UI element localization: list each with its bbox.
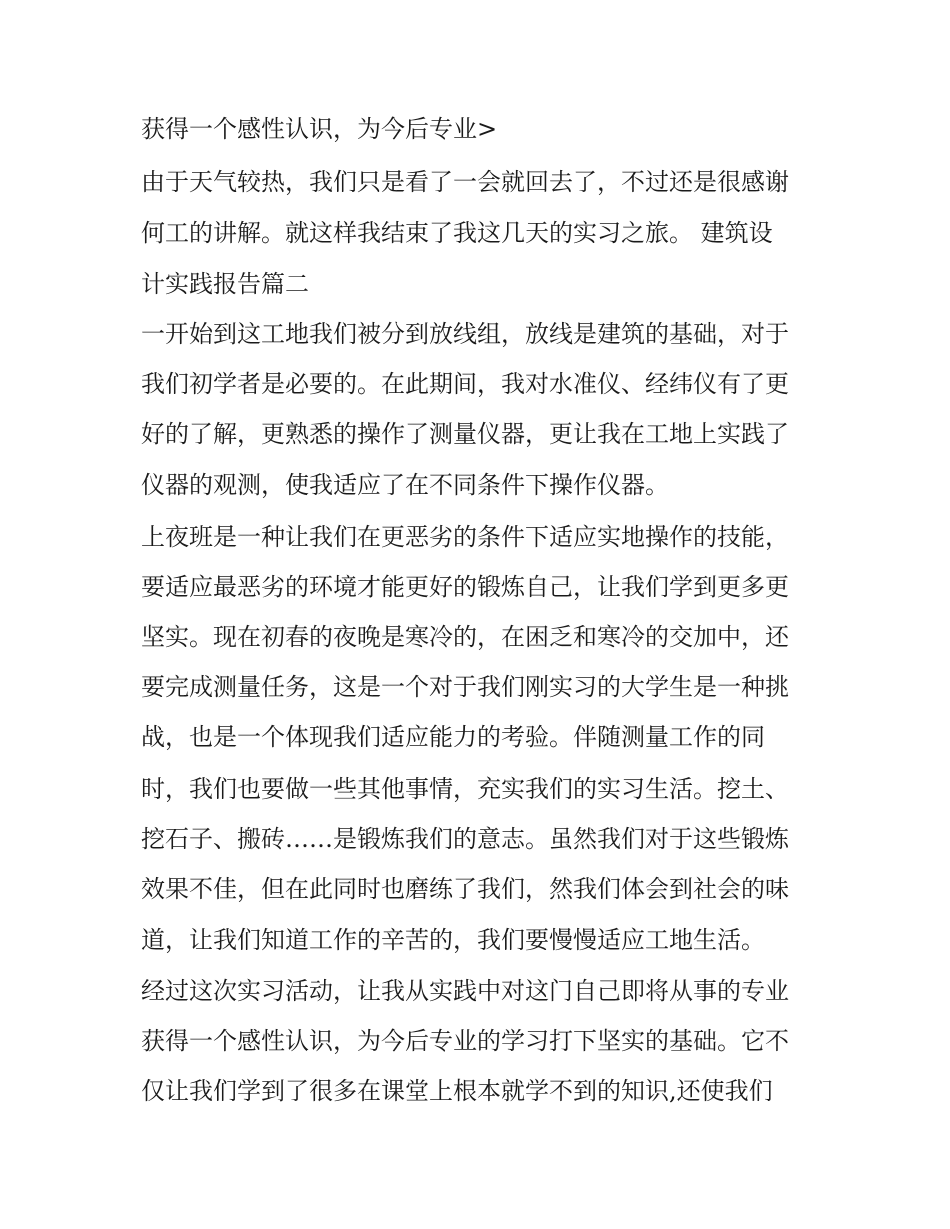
- text-line: 要完成测量任务，这是一个对于我们刚实习的大学生是一种挑: [141, 673, 789, 701]
- text-line: 仅让我们学到了很多在课堂上根本就学不到的知识,还使我们: [141, 1077, 773, 1105]
- text-line: 何工的讲解。就这样我结束了我这几天的实习之旅。 建筑设: [141, 219, 773, 247]
- text-line: 挖石子、搬砖……是锻炼我们的意志。虽然我们对于这些锻炼: [141, 825, 789, 853]
- text-line: 效果不佳，但在此同时也磨练了我们，然我们体会到社会的味: [141, 875, 789, 903]
- text-line: 坚实。现在初春的夜晚是寒冷的，在困乏和寒冷的交加中，还: [141, 623, 789, 651]
- text-line: 上夜班是一种让我们在更恶劣的条件下适应实地操作的技能，: [141, 523, 789, 551]
- text-line: 一开始到这工地我们被分到放线组，放线是建筑的基础，对于: [141, 320, 789, 348]
- text-line: 我们初学者是必要的。在此期间，我对水准仪、经纬仪有了更: [141, 370, 789, 398]
- text-line: 时，我们也要做一些其他事情，充实我们的实习生活。挖土、: [141, 775, 789, 803]
- text-line: 获得一个感性认识，为今后专业的学习打下坚实的基础。它不: [141, 1027, 789, 1055]
- text-line: 好的了解，更熟悉的操作了测量仪器，更让我在工地上实践了: [141, 420, 789, 448]
- text-line: 道，让我们知道工作的辛苦的，我们要慢慢适应工地生活。: [141, 926, 765, 954]
- text-line: 由于天气较热，我们只是看了一会就回去了，不过还是很感谢: [141, 168, 789, 196]
- text-line: 仪器的观测，使我适应了在不同条件下操作仪器。: [141, 471, 669, 499]
- text-line: 获得一个感性认识，为今后专业>: [141, 115, 498, 143]
- text-line: 经过这次实习活动，让我从实践中对这门自己即将从事的专业: [141, 977, 789, 1005]
- text-line: 计实践报告篇二: [141, 270, 309, 298]
- text-line: 战，也是一个体现我们适应能力的考验。伴随测量工作的同: [141, 723, 765, 751]
- text-line: 要适应最恶劣的环境才能更好的锻炼自己，让我们学到更多更: [141, 573, 789, 601]
